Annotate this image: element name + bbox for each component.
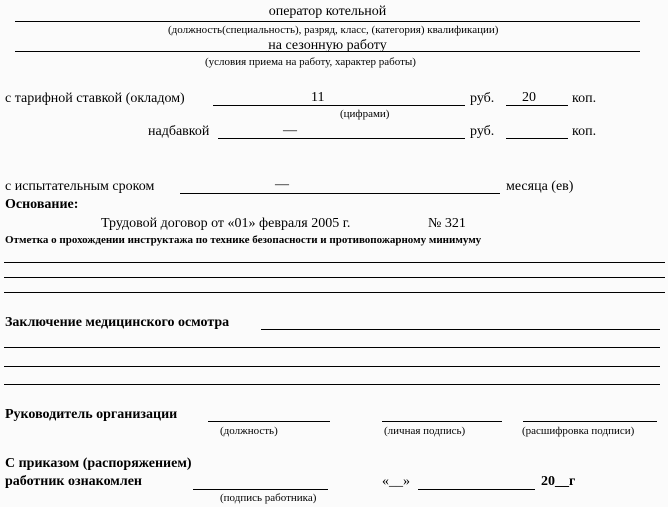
bonus-kop-line[interactable] [506,138,568,139]
salary-label: с тарифной ставкой (окладом) [5,91,185,106]
bonus-kop-label: коп. [572,124,597,139]
probation-label: с испытательным сроком [5,179,155,194]
ack-date-day[interactable]: «__» [382,474,410,489]
director-name-caption: (расшифровка подписи) [522,425,635,437]
bonus-rub-line[interactable] [218,138,465,139]
medical-line-0[interactable] [261,329,660,330]
salary-rub-label: руб. [470,91,495,106]
medical-label: Заключение медицинского осмотра [5,315,230,330]
conditions-line[interactable] [15,51,640,52]
director-signature-caption: (личная подпись) [384,425,466,437]
medical-line-3[interactable] [4,384,660,385]
bonus-rub-label: руб. [470,124,495,139]
safety-line-2[interactable] [4,277,665,278]
position-value: оператор котельной [268,4,387,19]
salary-caption: (цифрами) [340,108,390,120]
conditions-value: на сезонную работу [268,38,387,53]
safety-line-1[interactable] [4,262,665,263]
ack-signature-caption: (подпись работника) [220,492,317,504]
salary-kop-line[interactable] [506,105,568,106]
ack-label-line1: С приказом (распоряжением) [5,456,192,471]
salary-rub-value: 11 [311,90,325,105]
medical-line-2[interactable] [4,366,660,367]
director-signature-line[interactable] [382,421,502,422]
director-name-line[interactable] [523,421,657,422]
bonus-rub-value: — [283,123,297,138]
position-caption: (должность(специальность), разряд, класс, (категория) квалификации) [168,24,499,36]
salary-kop-value: 20 [522,90,536,105]
director-position-caption: (должность) [220,425,278,437]
bonus-label: надбавкой [148,124,210,139]
ack-label-line2: работник ознакомлен [5,474,142,489]
salary-rub-line[interactable] [213,105,465,106]
director-label: Руководитель организации [5,407,178,422]
ack-date-year[interactable]: 20__г [541,474,576,489]
conditions-caption: (условия приема на работу, характер работы) [205,56,416,68]
safety-line-3[interactable] [4,292,665,293]
probation-value: — [275,177,289,192]
director-position-line[interactable] [208,421,330,422]
basis-number: № 321 [428,216,466,231]
safety-heading: Отметка о прохождении инструктажа по технике безопасности и противопожарному минимуму [5,234,482,246]
probation-unit: месяца (ев) [506,179,574,194]
basis-value: Трудовой договор от «01» февраля 2005 г. [101,216,351,231]
salary-kop-label: коп. [572,91,597,106]
basis-label: Основание: [5,197,79,212]
ack-date-month-line[interactable] [418,489,535,490]
position-line[interactable] [15,21,640,22]
probation-line[interactable] [180,193,500,194]
ack-signature-line[interactable] [193,489,328,490]
medical-line-1[interactable] [4,347,660,348]
